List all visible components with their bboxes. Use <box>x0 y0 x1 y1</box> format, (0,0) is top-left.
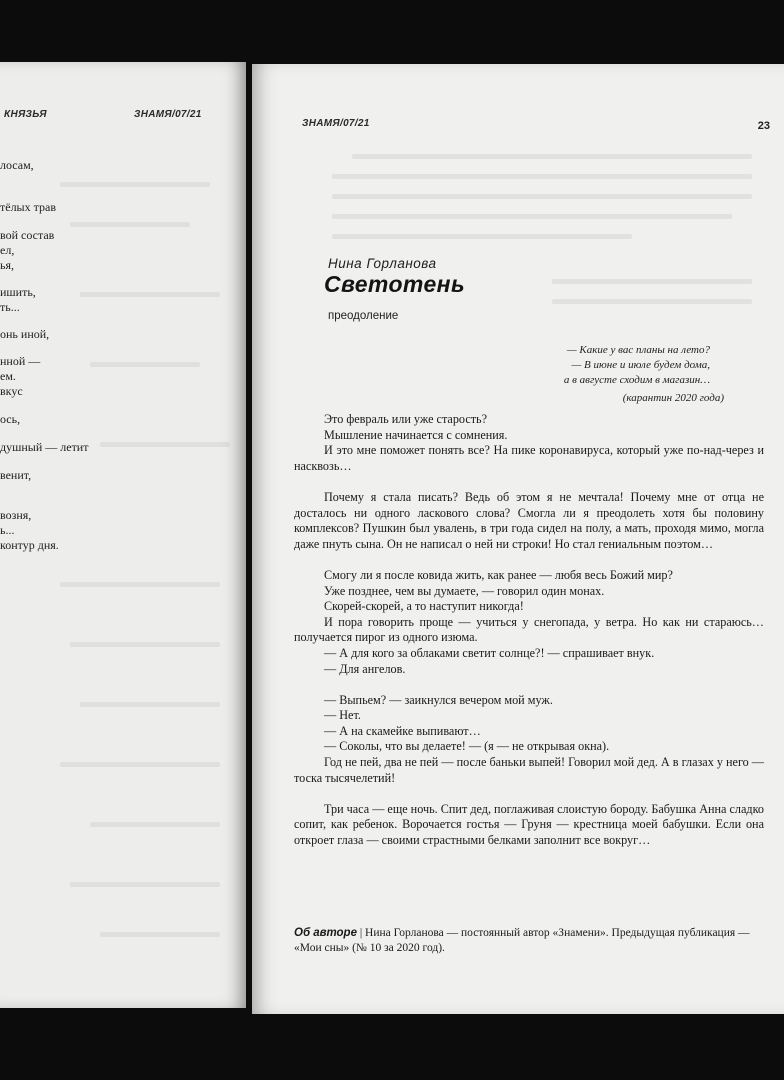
page-title: Светотень <box>324 271 466 297</box>
paragraph: Смогу ли я после ковида жить, как ранее — любя весь Божий мир? <box>324 567 673 582</box>
poem-line: вкус <box>0 384 23 398</box>
show-through <box>332 234 632 239</box>
epigraph-line: — В июне и июле будем дома, <box>571 359 710 371</box>
show-through <box>90 362 200 367</box>
poem-line: контур дня. <box>0 538 59 552</box>
show-through <box>100 932 220 937</box>
poem-line: венит, <box>0 468 32 482</box>
genre-subtitle: преодоление <box>328 310 399 322</box>
show-through <box>60 762 220 767</box>
show-through <box>332 214 732 219</box>
show-through <box>100 442 230 447</box>
author-name: Нина Горланова <box>328 256 437 271</box>
about-separator: | <box>359 927 363 939</box>
right-page <box>252 64 784 1014</box>
paragraph: Уже позднее, чем вы думаете, — говорил один монах. <box>324 583 605 598</box>
poem-line: ишить, <box>0 285 36 299</box>
about-author <box>294 926 764 956</box>
poem-line: ть... <box>0 300 20 314</box>
show-through <box>552 279 752 284</box>
paragraph: И пора говорить проще — учиться у снегопада, у ветра. Но как ни стараюсь… получается пирог из одного изюма. <box>294 614 764 645</box>
show-through <box>80 702 220 707</box>
article-body <box>294 412 764 849</box>
show-through <box>90 822 220 827</box>
paragraph: Год не пей, два не пей — после баньки выпей! Говорил мой дед. А в глазах у него — тоска тысячелетий! <box>294 755 764 785</box>
paragraph: — Нет. <box>324 708 361 723</box>
paragraph: Скорей-скорей, а то наступит никогда! <box>324 599 524 614</box>
paragraph: Почему я стала писать? Ведь об этом я не мечтала! Почему мне от отца не досталось ни одного ласкового слова? Смогла ли я преодолеть хотя бы половину комплексов? Пушкин был увалень, в три года сидел на полу, а мать, проходя мимо, могла даже пнуть сына. Он не написал о ней ни строки! Но стал гениальным поэтом… <box>294 489 764 551</box>
epigraph-line: — Какие у вас планы на лето? <box>566 344 710 356</box>
left-journal-header: ЗНАМЯ/07/21 <box>134 109 202 120</box>
left-page <box>0 62 246 1008</box>
poem-line: лосам, <box>0 158 34 172</box>
poem-line: вой состав <box>0 228 55 242</box>
poem-line: ем. <box>0 369 16 383</box>
show-through <box>60 582 220 587</box>
poem-line: ь... <box>0 523 15 537</box>
paragraph: — Для ангелов. <box>324 661 406 676</box>
show-through <box>552 299 752 304</box>
show-through <box>70 642 220 647</box>
show-through <box>352 154 752 159</box>
paragraph: И это мне поможет понять все? На пике коронавируса, который уже по-над-через и насквозь… <box>294 443 764 473</box>
show-through <box>80 292 220 297</box>
poem-line: тёлых трав <box>0 200 57 214</box>
poem-line: ось, <box>0 412 21 426</box>
poem-line: нной — <box>0 354 41 368</box>
paragraph: — А на скамейке выпивают… <box>324 723 481 738</box>
about-author-label: Об авторе <box>294 927 357 939</box>
paragraph: — Соколы, что вы делаете! — (я — не открывая окна). <box>324 739 610 754</box>
poem-line: ья, <box>0 258 14 272</box>
poem-line: онь иной, <box>0 327 50 341</box>
left-running-header: КНЯЗЬЯ <box>4 109 47 120</box>
paragraph: Мышление начинается с сомнения. <box>324 427 508 442</box>
paragraph: — А для кого за облаками светит солнце?! — спрашивает внук. <box>324 645 655 660</box>
right-journal-header: ЗНАМЯ/07/21 <box>302 118 370 129</box>
paragraph: Три часа — еще ночь. Спит дед, поглаживая слоистую бороду. Бабушка Анна сладко сопит, как ребенок. Ворочается гостья — Груня — крестница моей бабушки. Если она откроет глаза — своими страстными белками заполнит все вокруг… <box>294 801 764 848</box>
poem-line: душный — летит <box>0 440 89 454</box>
show-through <box>70 222 190 227</box>
show-through <box>60 182 210 187</box>
poem-line: ел, <box>0 243 15 257</box>
epigraph-line: а в августе сходим в магазин… <box>563 374 710 386</box>
show-through <box>332 194 752 199</box>
page-number: 23 <box>757 120 770 132</box>
show-through <box>332 174 752 179</box>
about-author-text: Нина Горланова — постоянный автор «Знамени». Предыдущая публикация — «Мои сны» (№ 10 за 2020 год). <box>294 927 750 954</box>
paragraph: Это февраль или уже старость? <box>324 412 488 426</box>
paragraph: — Выпьем? — заикнулся вечером мой муж. <box>324 692 553 707</box>
poem-line: возня, <box>0 508 32 522</box>
show-through <box>70 882 220 887</box>
epigraph-source: (карантин 2020 года) <box>622 392 724 404</box>
